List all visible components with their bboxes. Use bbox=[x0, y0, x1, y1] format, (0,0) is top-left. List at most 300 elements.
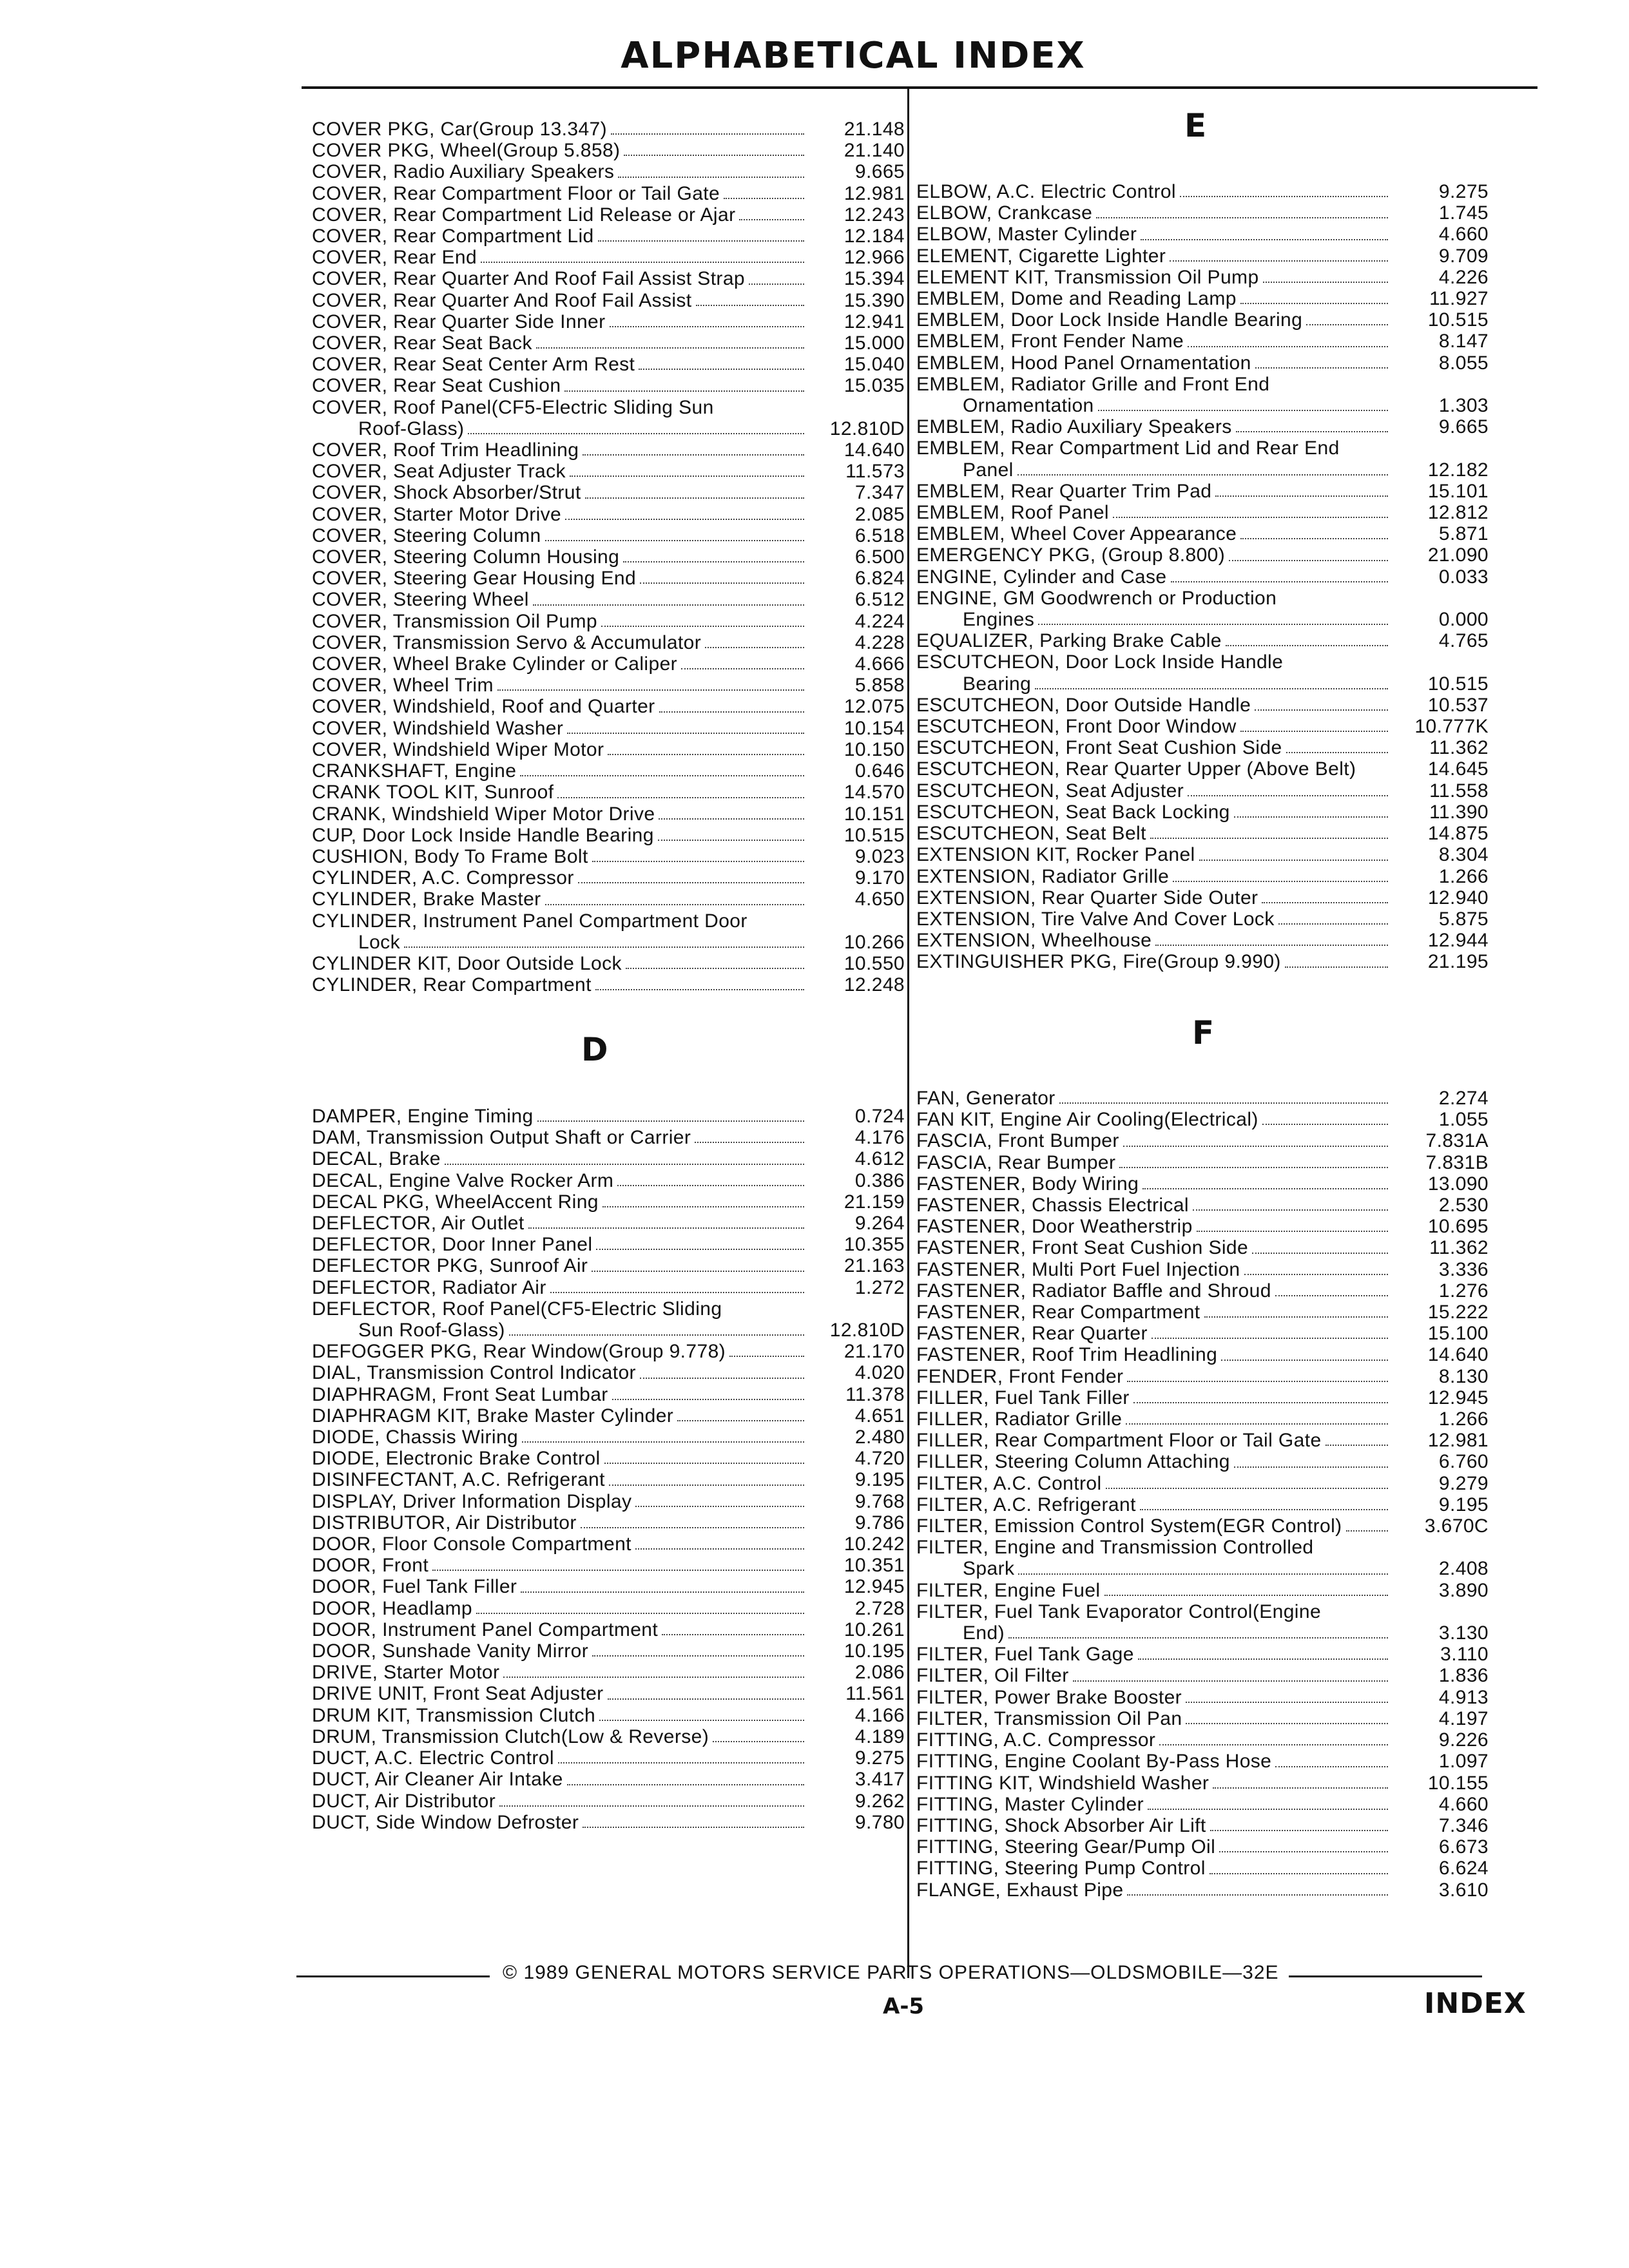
index-entry bbox=[312, 1106, 905, 1127]
dot-leader bbox=[1119, 1167, 1388, 1168]
dot-leader bbox=[1133, 1402, 1388, 1403]
entry-page: 4.189 bbox=[854, 1725, 905, 1747]
entry-page: 2.530 bbox=[1438, 1195, 1489, 1216]
index-entry bbox=[312, 1234, 905, 1255]
entry-name: DOOR, Headlamp bbox=[312, 1597, 473, 1619]
entry-name: ELEMENT, Cigarette Lighter bbox=[916, 245, 1166, 267]
index-entry bbox=[916, 844, 1489, 865]
entry-name: COVER, Radio Auxiliary Speakers bbox=[312, 161, 615, 183]
dot-leader bbox=[1240, 538, 1388, 539]
index-entry bbox=[312, 161, 905, 182]
index-entry bbox=[312, 183, 905, 204]
entry-page: 10.154 bbox=[843, 717, 905, 739]
entry-name: DEFLECTOR, Radiator Air bbox=[312, 1276, 546, 1298]
index-entry-continuation bbox=[916, 1558, 1489, 1579]
entry-page: 3.610 bbox=[1438, 1879, 1489, 1901]
dot-leader bbox=[1123, 1146, 1388, 1147]
dot-leader bbox=[1210, 1873, 1388, 1874]
index-section-label: INDEX bbox=[1424, 1987, 1527, 2020]
dot-leader bbox=[598, 240, 804, 242]
entry-name-continued: Ornamentation bbox=[963, 395, 1094, 417]
entry-page: 10.155 bbox=[1427, 1772, 1489, 1794]
entry-page: 1.266 bbox=[1438, 865, 1489, 887]
entry-page: 9.264 bbox=[854, 1213, 905, 1235]
entry-name: CUSHION, Body To Frame Bolt bbox=[312, 845, 588, 867]
dot-leader bbox=[583, 1827, 804, 1828]
index-column-left-c bbox=[312, 119, 905, 995]
entry-name: COVER, Shock Absorber/Strut bbox=[312, 482, 581, 504]
entry-page: 10.515 bbox=[1427, 309, 1489, 331]
index-entry bbox=[916, 951, 1489, 972]
entry-name: EMBLEM, Radio Auxiliary Speakers bbox=[916, 416, 1232, 438]
index-entry bbox=[312, 1298, 905, 1320]
title-rule bbox=[302, 86, 1537, 89]
index-entry bbox=[916, 1751, 1489, 1772]
entry-name: DUCT, Air Distributor bbox=[312, 1790, 496, 1812]
entry-name: FILTER, Oil Filter bbox=[916, 1665, 1069, 1687]
index-entry bbox=[312, 1640, 905, 1662]
index-entry bbox=[916, 1408, 1489, 1430]
dot-leader bbox=[610, 326, 804, 327]
entry-name: ESCUTCHEON, Door Lock Inside Handle bbox=[916, 651, 1284, 673]
dot-leader bbox=[1275, 1766, 1388, 1767]
entry-name: FLANGE, Exhaust Pipe bbox=[916, 1879, 1124, 1901]
entry-page: 10.355 bbox=[843, 1234, 905, 1256]
index-entry bbox=[916, 502, 1489, 523]
entry-name: CYLINDER, Instrument Panel Compartment Door bbox=[312, 910, 747, 932]
index-entry bbox=[916, 1515, 1489, 1537]
dot-leader bbox=[1127, 1894, 1388, 1896]
entry-page: 12.184 bbox=[843, 226, 905, 247]
dot-leader bbox=[545, 904, 804, 905]
entry-name: FITTING, Engine Coolant By-Pass Hose bbox=[916, 1751, 1272, 1773]
dot-leader bbox=[1263, 282, 1388, 283]
entry-page: 12.945 bbox=[1427, 1387, 1489, 1408]
index-entry bbox=[916, 309, 1489, 331]
entry-name: ESCUTCHEON, Seat Belt bbox=[916, 823, 1146, 845]
dot-leader bbox=[1098, 410, 1388, 411]
dot-leader bbox=[1106, 1488, 1388, 1489]
dot-leader bbox=[1215, 495, 1388, 497]
entry-page: 2.728 bbox=[854, 1597, 905, 1619]
entry-page: 0.646 bbox=[854, 760, 905, 782]
dot-leader bbox=[640, 1378, 804, 1379]
entry-name: COVER, Transmission Servo & Accumulator bbox=[312, 631, 702, 653]
index-entry bbox=[916, 1879, 1489, 1901]
entry-name-continued: Panel bbox=[963, 459, 1014, 481]
dot-leader bbox=[1252, 1253, 1388, 1254]
entry-name: CYLINDER, Brake Master bbox=[312, 889, 541, 910]
entry-page: 4.720 bbox=[854, 1448, 905, 1470]
entry-page: 9.195 bbox=[1438, 1494, 1489, 1515]
entry-page: 7.831B bbox=[1425, 1151, 1489, 1173]
entry-name: FILTER, Engine and Transmission Controlled bbox=[916, 1537, 1314, 1559]
entry-page: 9.665 bbox=[854, 161, 905, 183]
entry-page: 10.515 bbox=[843, 824, 905, 846]
index-entry bbox=[916, 588, 1489, 609]
entry-name: DRIVE, Starter Motor bbox=[312, 1662, 500, 1684]
index-entry bbox=[916, 1259, 1489, 1280]
dot-leader bbox=[713, 1741, 804, 1742]
dot-leader bbox=[658, 840, 804, 841]
index-entry bbox=[916, 866, 1489, 887]
dot-leader bbox=[662, 1634, 804, 1635]
index-entry bbox=[312, 354, 905, 375]
dot-leader bbox=[1213, 1787, 1388, 1789]
entry-name: CYLINDER KIT, Door Outside Lock bbox=[312, 952, 622, 974]
entry-name: DIAL, Transmission Control Indicator bbox=[312, 1362, 636, 1384]
dot-leader bbox=[1008, 1637, 1388, 1639]
entry-page: 7.831A bbox=[1425, 1130, 1489, 1152]
entry-name: EMBLEM, Wheel Cover Appearance bbox=[916, 523, 1237, 545]
entry-name: EMBLEM, Rear Quarter Trim Pad bbox=[916, 480, 1212, 502]
entry-page: 15.040 bbox=[843, 354, 905, 376]
entry-name: DAMPER, Engine Timing bbox=[312, 1106, 534, 1127]
dot-leader bbox=[1096, 217, 1388, 218]
dot-leader bbox=[1073, 1680, 1388, 1682]
entry-name: DEFOGGER PKG, Rear Window(Group 9.778) bbox=[312, 1341, 726, 1363]
index-entry bbox=[312, 1469, 905, 1490]
entry-name: FASTENER, Rear Quarter bbox=[916, 1323, 1148, 1345]
dot-leader bbox=[1150, 838, 1388, 839]
column-divider bbox=[907, 89, 909, 1978]
entry-name: COVER, Steering Column bbox=[312, 524, 541, 546]
dot-leader bbox=[1059, 1102, 1388, 1104]
entry-page: 12.981 bbox=[843, 182, 905, 204]
entry-page: 9.023 bbox=[854, 845, 905, 867]
entry-name: CYLINDER, A.C. Compressor bbox=[312, 867, 574, 889]
index-entry bbox=[312, 803, 905, 825]
entry-page: 11.558 bbox=[1429, 780, 1489, 802]
entry-name: EMBLEM, Radiator Grille and Front End bbox=[916, 373, 1270, 395]
dot-leader bbox=[1104, 1595, 1389, 1596]
entry-name: COVER, Rear Compartment Floor or Tail Gate bbox=[312, 182, 720, 204]
index-entry bbox=[916, 1815, 1489, 1836]
entry-name: ESCUTCHEON, Seat Adjuster bbox=[916, 780, 1184, 802]
entry-page: 14.875 bbox=[1427, 823, 1489, 845]
dot-leader bbox=[1142, 1188, 1388, 1189]
index-entry bbox=[916, 1195, 1489, 1216]
entry-name: DECAL, Brake bbox=[312, 1148, 441, 1170]
entry-name: COVER, Seat Adjuster Track bbox=[312, 461, 566, 483]
dot-leader bbox=[739, 219, 804, 220]
index-entry bbox=[916, 1109, 1489, 1130]
entry-page: 9.279 bbox=[1438, 1472, 1489, 1494]
entry-name: FILTER, Fuel Tank Gage bbox=[916, 1644, 1134, 1666]
dot-leader bbox=[522, 1441, 804, 1443]
entry-name: FITTING, A.C. Compressor bbox=[916, 1729, 1156, 1751]
entry-page: 4.228 bbox=[854, 631, 905, 653]
dot-leader bbox=[659, 711, 804, 713]
index-entry bbox=[916, 1302, 1489, 1323]
dot-leader bbox=[1186, 1723, 1388, 1724]
entry-name: DEFLECTOR, Air Outlet bbox=[312, 1213, 525, 1235]
index-entry bbox=[312, 846, 905, 867]
entry-page: 21.090 bbox=[1427, 544, 1489, 566]
entry-name: DIODE, Electronic Brake Control bbox=[312, 1448, 601, 1470]
dot-leader bbox=[570, 476, 804, 477]
dot-leader bbox=[599, 1720, 804, 1721]
index-entry bbox=[916, 1687, 1489, 1708]
entry-name: DUCT, A.C. Electric Control bbox=[312, 1747, 554, 1769]
entry-name-continued: Engines bbox=[963, 609, 1035, 631]
entry-page: 2.480 bbox=[854, 1427, 905, 1448]
entry-name: COVER PKG, Car(Group 13.347) bbox=[312, 119, 608, 140]
dot-leader bbox=[1038, 624, 1388, 625]
index-entry bbox=[312, 1341, 905, 1362]
entry-name: DOOR, Front bbox=[312, 1555, 429, 1577]
entry-name: FASCIA, Front Bumper bbox=[916, 1130, 1119, 1152]
dot-leader bbox=[1127, 1381, 1388, 1382]
dot-leader bbox=[1186, 1702, 1388, 1703]
index-entry bbox=[916, 352, 1489, 374]
index-entry bbox=[312, 1662, 905, 1683]
index-entry bbox=[312, 1791, 905, 1812]
dot-leader bbox=[1236, 431, 1388, 432]
index-entry bbox=[312, 653, 905, 675]
dot-leader bbox=[1155, 945, 1388, 946]
entry-page: 10.150 bbox=[843, 738, 905, 760]
entry-name: DOOR, Instrument Panel Compartment bbox=[312, 1619, 659, 1640]
index-column-right-e bbox=[916, 181, 1489, 973]
entry-name: DIODE, Chassis Wiring bbox=[312, 1427, 519, 1448]
entry-page: 12.182 bbox=[1427, 459, 1489, 481]
entry-name: COVER, Rear Quarter And Roof Fail Assist Strap bbox=[312, 268, 745, 290]
entry-page: 1.097 bbox=[1438, 1751, 1489, 1773]
entry-page: 7.346 bbox=[1438, 1814, 1489, 1836]
index-entry bbox=[916, 1323, 1489, 1344]
dot-leader bbox=[677, 1420, 804, 1421]
entry-page: 4.660 bbox=[1438, 224, 1489, 245]
index-entry bbox=[916, 481, 1489, 502]
dot-leader bbox=[1140, 1509, 1388, 1510]
entry-page: 11.573 bbox=[845, 461, 905, 483]
dot-leader bbox=[749, 284, 804, 285]
entry-name: DRIVE UNIT, Front Seat Adjuster bbox=[312, 1683, 604, 1705]
index-entry bbox=[916, 544, 1489, 566]
entry-page: 2.086 bbox=[854, 1662, 905, 1684]
dot-leader bbox=[536, 347, 804, 349]
entry-page: 12.810D bbox=[829, 418, 905, 439]
entry-name: DUCT, Air Cleaner Air Intake bbox=[312, 1769, 563, 1791]
entry-page: 12.941 bbox=[843, 311, 905, 332]
entry-name: COVER, Rear Seat Cushion bbox=[312, 375, 561, 397]
index-entry bbox=[916, 1152, 1489, 1173]
dot-leader bbox=[533, 604, 804, 606]
entry-page: 3.110 bbox=[1440, 1644, 1489, 1666]
dot-leader bbox=[565, 519, 804, 520]
dot-leader bbox=[1159, 1744, 1388, 1745]
entry-name: FITTING, Shock Absorber Air Lift bbox=[916, 1814, 1206, 1836]
dot-leader bbox=[521, 1591, 804, 1593]
dot-leader bbox=[1285, 966, 1388, 968]
entry-name: FITTING, Master Cylinder bbox=[916, 1793, 1144, 1815]
index-entry bbox=[916, 1729, 1489, 1751]
index-entry bbox=[916, 1836, 1489, 1858]
entry-name: FASTENER, Chassis Electrical bbox=[916, 1195, 1189, 1216]
entry-name: CUP, Door Lock Inside Handle Bearing bbox=[312, 824, 654, 846]
dot-leader bbox=[608, 1698, 804, 1700]
dot-leader bbox=[1204, 1316, 1388, 1318]
index-entry bbox=[916, 1430, 1489, 1451]
dot-leader bbox=[1325, 1445, 1388, 1446]
dot-leader bbox=[1141, 239, 1388, 240]
index-entry bbox=[312, 718, 905, 739]
entry-page: 14.640 bbox=[1427, 1344, 1489, 1366]
footer-rule-right bbox=[1289, 1975, 1482, 1977]
index-entry bbox=[916, 1494, 1489, 1515]
index-entry bbox=[916, 374, 1489, 395]
dot-leader bbox=[1346, 1530, 1388, 1532]
index-entry bbox=[916, 1451, 1489, 1472]
index-entry bbox=[916, 737, 1489, 758]
entry-page: 15.394 bbox=[843, 268, 905, 290]
entry-name: FILTER, Transmission Oil Pan bbox=[916, 1707, 1182, 1729]
dot-leader bbox=[1173, 881, 1388, 882]
entry-name: EXTINGUISHER PKG, Fire(Group 9.990) bbox=[916, 951, 1281, 973]
dot-leader bbox=[602, 1206, 804, 1207]
footer-rule-left bbox=[296, 1975, 490, 1977]
dot-leader bbox=[705, 647, 804, 648]
entry-name: DEFLECTOR PKG, Sunroof Air bbox=[312, 1255, 588, 1277]
entry-page: 9.709 bbox=[1438, 245, 1489, 267]
index-entry bbox=[916, 780, 1489, 802]
entry-name: COVER, Starter Motor Drive bbox=[312, 503, 562, 525]
dot-leader bbox=[1193, 1209, 1388, 1211]
entry-page: 10.537 bbox=[1427, 694, 1489, 716]
entry-page: 1.272 bbox=[854, 1276, 905, 1298]
index-entry bbox=[312, 867, 905, 889]
entry-name: ELEMENT KIT, Transmission Oil Pump bbox=[916, 266, 1259, 288]
index-entry bbox=[312, 1405, 905, 1427]
entry-name: ESCUTCHEON, Front Seat Cushion Side bbox=[916, 737, 1282, 759]
index-column-right-f bbox=[916, 1088, 1489, 1901]
entry-name: COVER, Steering Column Housing bbox=[312, 546, 620, 568]
entry-page: 4.224 bbox=[854, 610, 905, 632]
dot-leader bbox=[640, 582, 804, 584]
dot-leader bbox=[1278, 923, 1388, 925]
entry-name: FILLER, Radiator Grille bbox=[916, 1408, 1123, 1430]
entry-page: 6.500 bbox=[854, 546, 905, 568]
index-entry bbox=[916, 181, 1489, 202]
index-entry bbox=[312, 589, 905, 610]
index-entry-continuation bbox=[312, 932, 905, 953]
entry-page: 4.913 bbox=[1438, 1686, 1489, 1708]
index-entry bbox=[312, 1705, 905, 1726]
entry-page: 4.612 bbox=[854, 1148, 905, 1170]
index-entry bbox=[916, 1858, 1489, 1879]
entry-name: EQUALIZER, Parking Brake Cable bbox=[916, 630, 1222, 652]
index-entry bbox=[916, 523, 1489, 544]
entry-page: 9.195 bbox=[854, 1469, 905, 1491]
entry-page: 0.000 bbox=[1438, 609, 1489, 631]
entry-page: 1.266 bbox=[1438, 1408, 1489, 1430]
index-entry bbox=[916, 224, 1489, 245]
entry-name: FASTENER, Door Weatherstrip bbox=[916, 1216, 1193, 1238]
entry-name: EMBLEM, Hood Panel Ornamentation bbox=[916, 352, 1251, 374]
entry-page: 4.666 bbox=[854, 653, 905, 675]
entry-page: 9.768 bbox=[854, 1490, 905, 1512]
entry-page: 21.148 bbox=[843, 119, 905, 140]
index-entry bbox=[916, 267, 1489, 288]
dot-leader bbox=[635, 1548, 804, 1550]
entry-name: FITTING, Steering Gear/Pump Oil bbox=[916, 1836, 1216, 1858]
entry-page: 15.000 bbox=[843, 332, 905, 354]
dot-leader bbox=[468, 433, 804, 434]
entry-name: CRANK TOOL KIT, Sunroof bbox=[312, 782, 554, 803]
entry-page: 21.159 bbox=[843, 1191, 905, 1213]
dot-leader bbox=[617, 1185, 804, 1186]
entry-page: 10.266 bbox=[843, 931, 905, 953]
dot-leader bbox=[604, 1463, 804, 1464]
index-entry bbox=[312, 1191, 905, 1213]
index-entry bbox=[312, 1362, 905, 1383]
entry-page: 9.226 bbox=[1438, 1729, 1489, 1751]
entry-name: DECAL PKG, WheelAccent Ring bbox=[312, 1191, 599, 1213]
entry-page: 3.417 bbox=[854, 1769, 905, 1791]
entry-name: COVER, Wheel Brake Cylinder or Caliper bbox=[312, 653, 678, 675]
dot-leader bbox=[445, 1164, 804, 1165]
entry-name: EXTENSION, Radiator Grille bbox=[916, 865, 1170, 887]
entry-page: 12.243 bbox=[843, 204, 905, 226]
entry-page: 12.248 bbox=[843, 974, 905, 996]
entry-page: 0.724 bbox=[854, 1106, 905, 1127]
index-entry bbox=[312, 226, 905, 247]
index-entry bbox=[916, 716, 1489, 737]
index-entry bbox=[312, 1619, 905, 1640]
index-entry bbox=[312, 546, 905, 568]
index-entry bbox=[916, 695, 1489, 716]
dot-leader bbox=[537, 1120, 804, 1122]
dot-leader bbox=[1197, 1231, 1388, 1232]
entry-name: ELBOW, Master Cylinder bbox=[916, 224, 1137, 245]
index-entry bbox=[916, 887, 1489, 908]
dot-leader bbox=[1180, 196, 1388, 197]
entry-page: 10.242 bbox=[843, 1533, 905, 1555]
entry-page: 3.670C bbox=[1424, 1515, 1489, 1537]
entry-page: 12.940 bbox=[1427, 887, 1489, 908]
entry-page: 9.665 bbox=[1438, 416, 1489, 438]
dot-leader bbox=[567, 733, 804, 734]
dot-leader bbox=[1188, 346, 1388, 347]
entry-name: FILTER, Power Brake Booster bbox=[916, 1686, 1182, 1708]
entry-page: 15.390 bbox=[843, 289, 905, 311]
entry-name-continued: Sun Roof-Glass) bbox=[358, 1320, 505, 1341]
entry-name: FILTER, Emission Control System(EGR Control) bbox=[916, 1515, 1342, 1537]
index-entry bbox=[312, 1683, 905, 1704]
dot-leader bbox=[1017, 474, 1388, 476]
index-entry bbox=[312, 1213, 905, 1234]
entry-page: 1.836 bbox=[1438, 1665, 1489, 1687]
index-entry bbox=[312, 1726, 905, 1747]
index-entry bbox=[916, 1473, 1489, 1494]
entry-page: 8.147 bbox=[1438, 331, 1489, 352]
entry-name: FASTENER, Roof Trim Headlining bbox=[916, 1344, 1218, 1366]
dot-leader bbox=[557, 797, 804, 798]
dot-leader bbox=[1255, 367, 1388, 369]
index-entry bbox=[916, 651, 1489, 673]
index-entry bbox=[312, 119, 905, 140]
dot-leader bbox=[578, 882, 804, 883]
entry-name: FASTENER, Front Seat Cushion Side bbox=[916, 1237, 1249, 1259]
entry-page: 3.336 bbox=[1438, 1258, 1489, 1280]
entry-page: 1.303 bbox=[1438, 395, 1489, 417]
dot-leader bbox=[481, 262, 804, 263]
index-entry bbox=[312, 1598, 905, 1619]
entry-page: 14.640 bbox=[843, 439, 905, 461]
entry-page: 11.561 bbox=[845, 1683, 905, 1705]
index-entry bbox=[312, 1427, 905, 1448]
